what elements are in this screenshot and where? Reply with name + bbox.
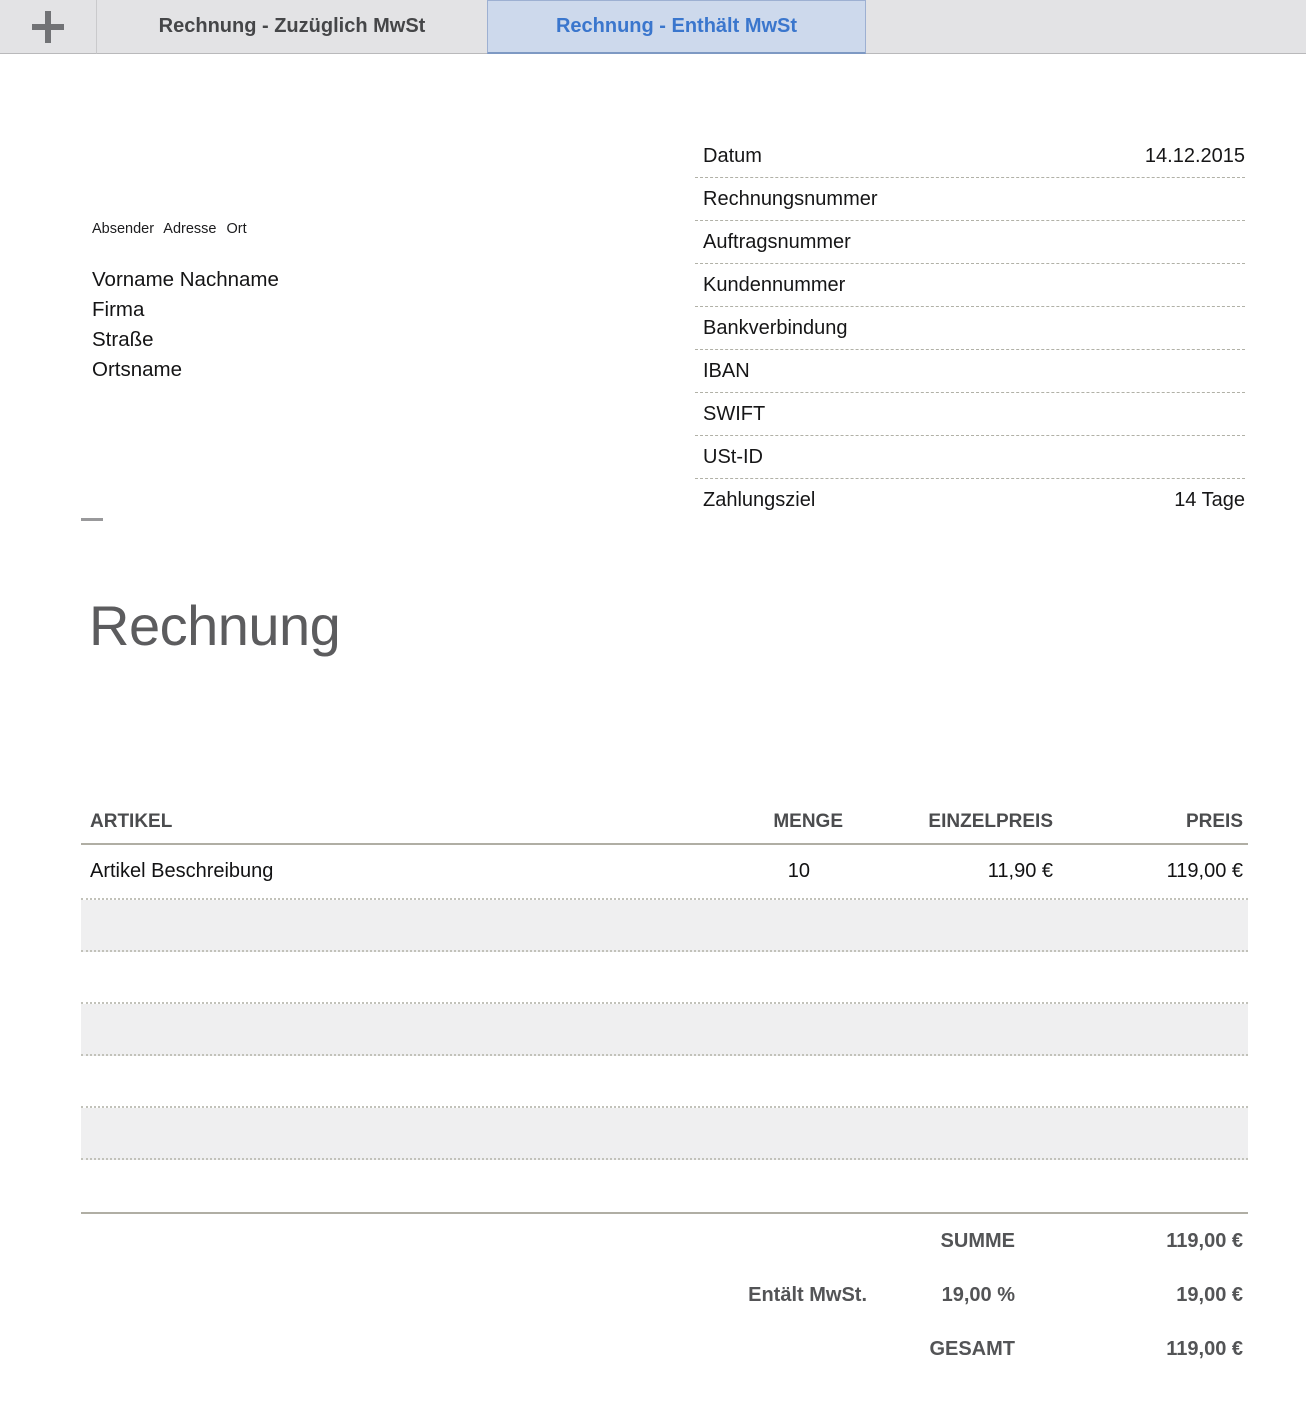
add-sheet-button[interactable] — [0, 0, 97, 54]
summary-row-summe — [81, 1214, 1248, 1268]
items-table — [81, 800, 1248, 1214]
table-row-empty[interactable] — [81, 1160, 1248, 1212]
info-label[interactable]: Rechnungsnummer — [703, 187, 878, 210]
table-row-empty[interactable] — [81, 1004, 1248, 1056]
info-row-zahlungsziel — [695, 479, 1245, 522]
table-row-empty[interactable] — [81, 1056, 1248, 1108]
header-artikel[interactable]: ARTIKEL — [90, 810, 173, 832]
tab-rechnung-zuzueglich-mwst[interactable]: Rechnung - Zuzüglich MwSt — [97, 0, 487, 54]
summary-value-mwst[interactable]: 19,00 € — [1176, 1283, 1243, 1306]
tab-bar-filler — [866, 0, 1306, 54]
summary-label-gesamt[interactable]: GESAMT — [929, 1337, 1015, 1360]
header-einzelpreis[interactable]: EINZELPREIS — [928, 810, 1053, 832]
info-label[interactable]: Kundennummer — [703, 273, 846, 296]
summary-label-summe[interactable]: SUMME — [940, 1229, 1015, 1252]
sender-address-block — [92, 265, 279, 385]
cell-einzelpreis[interactable]: 11,90 € — [987, 860, 1053, 882]
tab-rechnung-enthaelt-mwst[interactable]: Rechnung - Enthält MwSt — [487, 0, 866, 54]
header-menge[interactable]: MENGE — [773, 810, 843, 832]
invoice-title[interactable]: Rechnung — [89, 594, 341, 657]
summary-value-summe[interactable]: 119,00 € — [1166, 1229, 1243, 1252]
info-row-swift — [695, 393, 1245, 436]
summary-table — [81, 1214, 1248, 1376]
table-row-empty[interactable] — [81, 952, 1248, 1004]
address-line-ort[interactable]: Ortsname — [92, 358, 182, 381]
row-handle-dash — [81, 518, 103, 521]
info-value[interactable]: 14.12.2015 — [1144, 144, 1245, 167]
summary-label-mwst[interactable]: Entält MwSt. — [748, 1283, 867, 1306]
summary-row-gesamt — [81, 1322, 1248, 1376]
info-row-ust-id — [695, 436, 1245, 479]
invoice-info-table — [695, 135, 1245, 522]
info-row-iban — [695, 350, 1245, 393]
cell-preis[interactable]: 119,00 € — [1166, 860, 1243, 882]
header-preis[interactable]: PREIS — [1185, 810, 1243, 832]
info-row-rechnungsnummer — [695, 178, 1245, 221]
table-row-empty[interactable] — [81, 1108, 1248, 1160]
summary-percent-mwst[interactable]: 19,00 % — [941, 1283, 1015, 1306]
info-label[interactable]: SWIFT — [703, 402, 766, 425]
summary-row-mwst — [81, 1268, 1248, 1322]
info-label[interactable]: Bankverbindung — [703, 316, 848, 339]
cell-artikel[interactable]: Artikel Beschreibung — [90, 860, 274, 882]
sender-placeholder[interactable]: Absender Adresse Ort — [92, 221, 247, 237]
info-label[interactable]: USt-ID — [703, 445, 763, 468]
items-table-header — [81, 800, 1248, 845]
table-row-empty[interactable] — [81, 900, 1248, 952]
info-row-kundennummer — [695, 264, 1245, 307]
sheet-tab-bar — [0, 0, 1306, 54]
plus-icon — [32, 11, 64, 43]
address-line-firma[interactable]: Firma — [92, 298, 145, 321]
info-row-auftragsnummer — [695, 221, 1245, 264]
summary-value-gesamt[interactable]: 119,00 € — [1166, 1337, 1243, 1360]
table-row — [81, 845, 1248, 900]
info-label[interactable]: Zahlungsziel — [703, 489, 816, 511]
address-line-strasse[interactable]: Straße — [92, 328, 154, 351]
address-line-name[interactable]: Vorname Nachname — [92, 268, 279, 291]
info-value[interactable]: 14 Tage — [1174, 489, 1245, 511]
cell-menge[interactable]: 10 — [787, 860, 810, 882]
info-row-datum — [695, 135, 1245, 178]
info-row-bankverbindung — [695, 307, 1245, 350]
info-label[interactable]: Auftragsnummer — [703, 230, 851, 253]
info-label[interactable]: IBAN — [703, 359, 750, 382]
info-label[interactable]: Datum — [703, 144, 762, 167]
